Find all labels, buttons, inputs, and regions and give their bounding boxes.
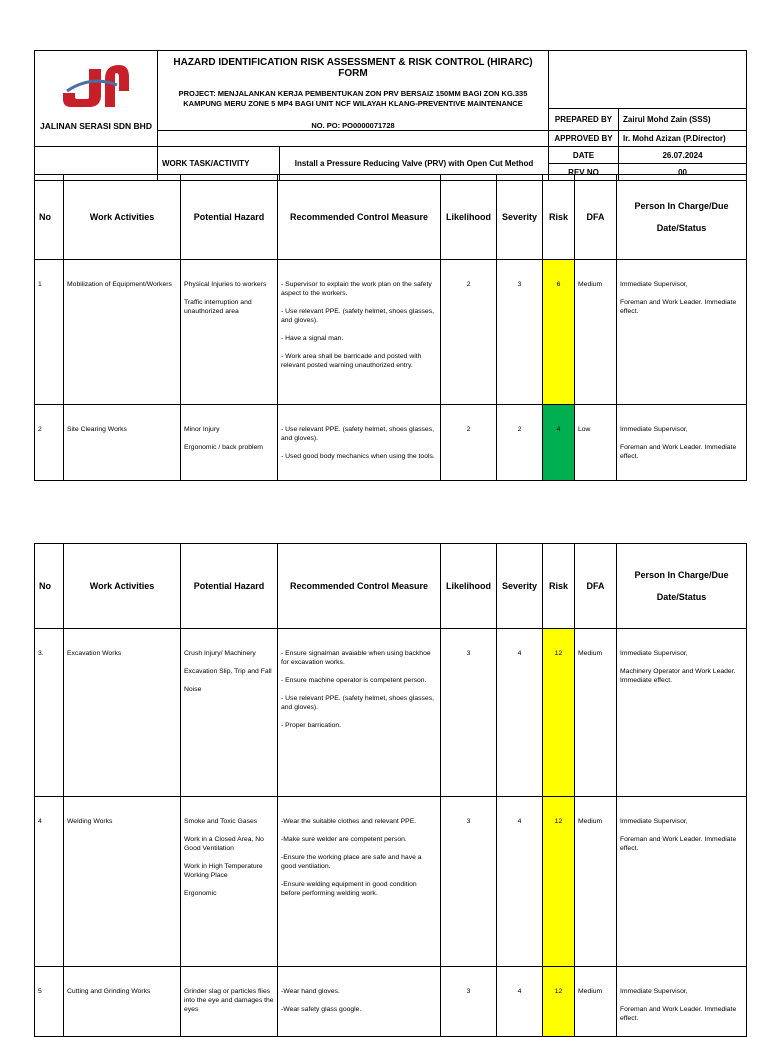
row-activity: Site Clearing Works (64, 405, 181, 481)
control-item: - Have a signal man. (281, 335, 344, 342)
row-dfa: Medium (575, 797, 617, 967)
row-dfa: Medium (575, 967, 617, 1037)
col-risk: Risk (543, 544, 575, 629)
control-item: - Work area shall be barricade and posted with relevant posted warning unauthorized entry. (281, 353, 422, 369)
hazard-item: Work in High Temperature Working Place (184, 863, 263, 879)
row-controls (278, 405, 441, 481)
row-pic (617, 405, 747, 481)
pic-item: Foreman and Work Leader. Immediate effect. (620, 1006, 737, 1022)
control-item: -Ensure welding equipment in good condition before performing welding work. (281, 881, 417, 897)
project-line-2: KAMPUNG MERU ZONE 5 MP4 BAGI UNIT NCF WILAYAH KLANG-PREVENTIVE MAINTENANCE (183, 99, 523, 108)
row-likelihood: 2 (441, 405, 497, 481)
po-number: NO. PO: PO0000071728 (311, 121, 395, 130)
col-activities: Work Activities (64, 544, 181, 629)
row-severity: 4 (497, 629, 543, 797)
row-dfa: Medium (575, 629, 617, 797)
date-value: 26.07.2024 (619, 147, 747, 164)
rev-label: REV NO (549, 164, 619, 181)
row-dfa: Medium (575, 260, 617, 405)
row-no: 3. (35, 629, 64, 797)
col-severity: Severity (497, 175, 543, 260)
row-pic (617, 629, 747, 797)
control-item: -Wear the suitable clothes and relevant PPE. (281, 818, 417, 825)
col-pic-line2: Date/Status (656, 592, 707, 602)
col-no: No (35, 175, 64, 260)
col-no: No (35, 544, 64, 629)
control-item: -Ensure the working place are safe and have a good ventilation. (281, 854, 422, 870)
row-no: 4 (35, 797, 64, 967)
row-pic (617, 967, 747, 1037)
row-likelihood: 3 (441, 629, 497, 797)
hazard-item: Grinder slag or particles flies into the eye and damages the eyes (184, 988, 274, 1013)
col-pic-line1: Person In Charge/Due (634, 570, 729, 580)
hazard-item: Smoke and Toxic Gases (184, 818, 258, 825)
row-no: 1 (35, 260, 64, 405)
col-control: Recommended Control Measure (278, 175, 441, 260)
hazard-item: Crush Injury/ Machinery (184, 650, 256, 657)
pic-item: Immediate Supervisor, (620, 818, 688, 825)
pic-item: Immediate Supervisor, (620, 650, 688, 657)
row-no: 5 (35, 967, 64, 1037)
date-label: DATE (549, 147, 619, 164)
col-pic-line2: Date/Status (656, 223, 707, 233)
row-activity: Welding Works (64, 797, 181, 967)
table-row (35, 405, 747, 481)
control-item: - Use relevant PPE. (safety helmet, shoes glasses, and gloves). (281, 695, 434, 711)
hazard-item: Minor Injury (184, 426, 220, 433)
pic-item: Foreman and Work Leader. Immediate effect. (620, 299, 737, 315)
control-item: - Proper barrication. (281, 722, 342, 729)
row-hazards (181, 260, 278, 405)
row-severity: 4 (497, 967, 543, 1037)
control-item: -Make sure welder are competent person. (281, 836, 407, 843)
col-hazard: Potential Hazard (181, 544, 278, 629)
col-dfa: DFA (575, 175, 617, 260)
row-pic (617, 260, 747, 405)
row-controls (278, 629, 441, 797)
control-item: -Wear safety glass google. (281, 1006, 362, 1013)
col-risk: Risk (543, 175, 575, 260)
header-row (35, 175, 747, 260)
row-hazards (181, 797, 278, 967)
control-item: - Use relevant PPE. (safety helmet, shoes glasses, and gloves). (281, 308, 434, 324)
row-hazards (181, 967, 278, 1037)
pic-item: Immediate Supervisor, (620, 426, 688, 433)
pic-item: Immediate Supervisor, (620, 988, 688, 995)
col-likelihood: Likelihood (441, 175, 497, 260)
row-risk: 12 (543, 967, 575, 1037)
pic-item: Immediate Supervisor, (620, 281, 688, 288)
work-task-value: Install a Pressure Reducing Valve (PRV) with Open Cut Method (280, 147, 549, 181)
pic-item: Machinery Operator and Work Leader. Immediate effect. (620, 668, 736, 684)
col-activities: Work Activities (64, 175, 181, 260)
title-spacer (158, 131, 549, 147)
row-pic (617, 797, 747, 967)
hazard-item: Noise (184, 686, 202, 693)
control-item: - Used good body mechanics when using the tools. (281, 453, 435, 460)
control-item: - Ensure signalman avaiable when using backhoe for excavation works. (281, 650, 431, 666)
hazard-item: Ergonomic (184, 890, 217, 897)
row-likelihood: 3 (441, 797, 497, 967)
hazard-item: Traffic interruption and unauthorized area (184, 299, 252, 315)
row-hazards (181, 629, 278, 797)
header-row (35, 544, 747, 629)
row-risk: 12 (543, 629, 575, 797)
prepared-by-label: PREPARED BY (549, 108, 619, 130)
control-item: - Use relevant PPE. (safety helmet, shoes glasses, and gloves). (281, 426, 434, 442)
approved-by-label: APPROVED BY (549, 131, 619, 147)
hirarc-table-2 (34, 543, 747, 1037)
work-task-label: WORK TASK/ACTIVITY (158, 147, 280, 181)
row-activity: Excavation Works (64, 629, 181, 797)
blank-cell (549, 51, 747, 109)
table-row (35, 260, 747, 405)
row-risk: 6 (543, 260, 575, 405)
row-likelihood: 3 (441, 967, 497, 1037)
row-likelihood: 2 (441, 260, 497, 405)
prepared-by-value: Zairul Mohd Zain (SSS) (619, 108, 747, 130)
hazard-item: Work in a Closed Area, No Good Ventilation (184, 836, 264, 852)
project-line-1: PROJECT: MENJALANKAN KERJA PEMBENTUKAN ZON PRV BERSAIZ 150MM BAGI ZON KG.335 (178, 89, 528, 98)
row-controls (278, 967, 441, 1037)
hazard-item: Ergonomic / back problem (184, 444, 263, 451)
hazard-item: Physical Injuries to workers (184, 281, 267, 288)
hirarc-table-1 (34, 174, 747, 481)
col-hazard: Potential Hazard (181, 175, 278, 260)
form-header (34, 50, 747, 181)
row-activity: Mobilization of Equipment/Workers (64, 260, 181, 405)
row-hazards (181, 405, 278, 481)
row-controls (278, 260, 441, 405)
col-pic (617, 544, 747, 629)
control-item: - Supervisor to explain the work plan on the safety aspect to the workers. (281, 281, 432, 297)
control-item: - Ensure machine operator is competent person. (281, 677, 427, 684)
approved-by-value: Ir. Mohd Azizan (P.Director) (619, 131, 747, 147)
logo-cell (35, 51, 158, 147)
title-cell (158, 51, 549, 131)
col-pic-line1: Person In Charge/Due (634, 201, 729, 211)
col-likelihood: Likelihood (441, 544, 497, 629)
table-row (35, 797, 747, 967)
row-risk: 4 (543, 405, 575, 481)
col-control: Recommended Control Measure (278, 544, 441, 629)
col-pic (617, 175, 747, 260)
row-no: 2 (35, 405, 64, 481)
company-logo (61, 61, 131, 113)
table-row (35, 629, 747, 797)
pic-item: Foreman and Work Leader. Immediate effect. (620, 444, 737, 460)
row-severity: 4 (497, 797, 543, 967)
row-dfa: Low (575, 405, 617, 481)
row-controls (278, 797, 441, 967)
pic-item: Foreman and Work Leader. Immediate effect. (620, 836, 737, 852)
hazard-item: Excavation Slip, Trip and Fall (184, 668, 272, 675)
control-item: -Wear hand gloves. (281, 988, 340, 995)
row-risk: 12 (543, 797, 575, 967)
row-severity: 3 (497, 260, 543, 405)
row-activity: Cutting and Grinding Works (64, 967, 181, 1037)
table-row (35, 967, 747, 1037)
col-severity: Severity (497, 544, 543, 629)
company-name: JALINAN SERASI SDN BHD (40, 121, 152, 131)
rev-value: 00 (619, 164, 747, 181)
col-dfa: DFA (575, 544, 617, 629)
form-title: HAZARD IDENTIFICATION RISK ASSESSMENT & RISK CONTROL (HIRARC) FORM (173, 57, 533, 79)
row-severity: 2 (497, 405, 543, 481)
